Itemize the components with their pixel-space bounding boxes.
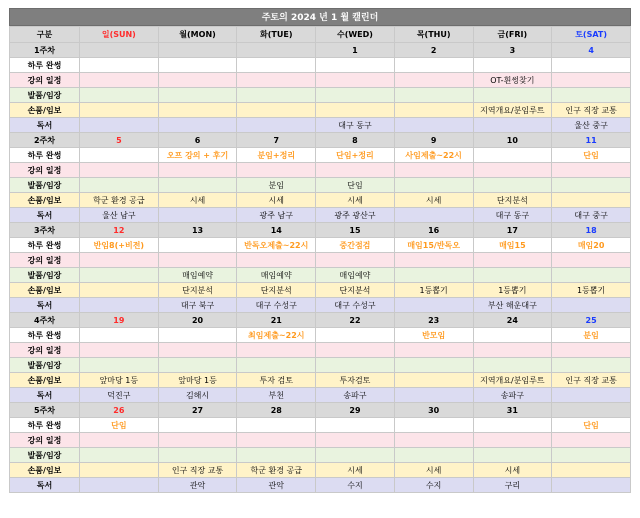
task-cell: 매임예약 — [158, 268, 237, 283]
calendar-table — [9, 26, 631, 493]
task-cell: 구리 — [473, 478, 552, 493]
task-row — [10, 268, 631, 283]
task-cell: 시세 — [473, 463, 552, 478]
task-row — [10, 193, 631, 208]
task-cell: 투자검토 — [316, 373, 395, 388]
week-row — [10, 403, 631, 418]
task-row — [10, 178, 631, 193]
row-label: 손품/임보 — [10, 283, 80, 298]
task-cell — [80, 283, 159, 298]
task-row — [10, 343, 631, 358]
task-cell — [394, 253, 473, 268]
task-cell — [158, 178, 237, 193]
date-number: 28 — [237, 403, 316, 418]
task-cell — [316, 433, 395, 448]
task-cell — [237, 88, 316, 103]
row-label: 손품/임보 — [10, 373, 80, 388]
task-cell — [552, 448, 631, 463]
task-cell: 매임15 — [473, 238, 552, 253]
date-number: 6 — [158, 133, 237, 148]
task-cell — [552, 478, 631, 493]
task-cell — [473, 448, 552, 463]
task-cell — [552, 358, 631, 373]
task-cell — [80, 178, 159, 193]
row-label: 발품/임장 — [10, 178, 80, 193]
task-cell — [158, 208, 237, 223]
task-cell: 1등뽑기 — [552, 283, 631, 298]
task-cell: 매임예약 — [237, 268, 316, 283]
task-cell — [394, 448, 473, 463]
task-cell: 단지분석 — [237, 283, 316, 298]
task-cell — [394, 433, 473, 448]
task-cell — [394, 373, 473, 388]
task-cell — [473, 178, 552, 193]
task-cell — [80, 448, 159, 463]
task-cell — [552, 178, 631, 193]
task-row — [10, 373, 631, 388]
week-label: 1주차 — [10, 43, 80, 58]
row-label: 하루 완썽 — [10, 328, 80, 343]
task-cell — [473, 148, 552, 163]
task-cell — [237, 73, 316, 88]
task-cell — [552, 433, 631, 448]
row-label: 하루 완썽 — [10, 58, 80, 73]
task-cell: 인구 직장 교통 — [552, 373, 631, 388]
task-cell — [316, 103, 395, 118]
task-row — [10, 88, 631, 103]
date-number: 9 — [394, 133, 473, 148]
row-label: 강의 일정 — [10, 253, 80, 268]
task-cell — [80, 73, 159, 88]
task-cell — [158, 118, 237, 133]
task-cell — [394, 103, 473, 118]
task-cell — [237, 163, 316, 178]
task-cell — [158, 163, 237, 178]
task-cell: 대구 동구 — [473, 208, 552, 223]
calendar-title: 주토의 2024 년 1 월 캘린더 — [9, 8, 631, 26]
row-label: 하루 완썽 — [10, 148, 80, 163]
task-cell — [158, 103, 237, 118]
task-cell — [473, 58, 552, 73]
header-friday: 금(FRI) — [473, 27, 552, 43]
task-cell: 울산 중구 — [552, 118, 631, 133]
task-row — [10, 253, 631, 268]
task-cell: 인구 직장 교통 — [552, 103, 631, 118]
task-row — [10, 103, 631, 118]
task-row — [10, 118, 631, 133]
task-cell — [237, 418, 316, 433]
task-cell: 단지분석 — [158, 283, 237, 298]
task-cell: 시세 — [158, 193, 237, 208]
task-cell — [158, 58, 237, 73]
row-label: 손품/임보 — [10, 193, 80, 208]
task-cell — [158, 418, 237, 433]
task-cell: 단임+정리 — [316, 148, 395, 163]
header-monday: 월(MON) — [158, 27, 237, 43]
week-label: 2주차 — [10, 133, 80, 148]
task-cell: 울산 남구 — [80, 208, 159, 223]
task-cell: 최임제출~22시 — [237, 328, 316, 343]
task-cell — [316, 163, 395, 178]
task-cell — [394, 343, 473, 358]
task-cell: 대구 수성구 — [316, 298, 395, 313]
task-row — [10, 433, 631, 448]
date-number: 23 — [394, 313, 473, 328]
task-cell — [80, 433, 159, 448]
task-cell — [394, 298, 473, 313]
date-number: 10 — [473, 133, 552, 148]
task-cell — [158, 433, 237, 448]
task-cell: 매임15/반독오 — [394, 238, 473, 253]
task-cell — [552, 193, 631, 208]
row-label: 독서 — [10, 118, 80, 133]
task-cell — [80, 88, 159, 103]
task-cell: 분임 — [552, 328, 631, 343]
task-cell — [394, 268, 473, 283]
week-row — [10, 223, 631, 238]
date-number: 15 — [316, 223, 395, 238]
date-number: 16 — [394, 223, 473, 238]
task-cell — [552, 463, 631, 478]
task-row — [10, 328, 631, 343]
row-label: 발품/임장 — [10, 88, 80, 103]
row-label: 독서 — [10, 298, 80, 313]
task-cell: 분임 — [237, 178, 316, 193]
task-cell — [80, 328, 159, 343]
task-cell: 시세 — [316, 463, 395, 478]
date-number: 12 — [80, 223, 159, 238]
date-number: 27 — [158, 403, 237, 418]
date-number: 5 — [80, 133, 159, 148]
task-cell — [394, 358, 473, 373]
date-number: 14 — [237, 223, 316, 238]
date-number: 20 — [158, 313, 237, 328]
task-row — [10, 208, 631, 223]
header-category: 구분 — [10, 27, 80, 43]
task-cell — [158, 343, 237, 358]
task-cell — [80, 268, 159, 283]
row-label: 강의 일정 — [10, 433, 80, 448]
task-cell: 관악 — [158, 478, 237, 493]
task-cell — [552, 73, 631, 88]
task-cell — [237, 118, 316, 133]
week-label: 4주차 — [10, 313, 80, 328]
task-cell: 투자 검토 — [237, 373, 316, 388]
row-label: 발품/임장 — [10, 358, 80, 373]
task-cell — [394, 73, 473, 88]
task-cell: 시세 — [394, 463, 473, 478]
task-cell: 중간점검 — [316, 238, 395, 253]
header-saturday: 토(SAT) — [552, 27, 631, 43]
task-cell — [80, 58, 159, 73]
task-cell — [394, 88, 473, 103]
row-label: 강의 일정 — [10, 163, 80, 178]
task-cell — [158, 328, 237, 343]
task-cell — [552, 268, 631, 283]
row-label: 독서 — [10, 388, 80, 403]
task-cell: 앞마당 1등 — [158, 373, 237, 388]
date-number: 31 — [473, 403, 552, 418]
task-cell — [158, 238, 237, 253]
row-label: 하루 완썽 — [10, 238, 80, 253]
task-cell — [394, 58, 473, 73]
date-number: 29 — [316, 403, 395, 418]
task-cell: 학군 환경 공급 — [80, 193, 159, 208]
task-cell — [473, 418, 552, 433]
calendar-body — [10, 27, 631, 493]
task-cell: 대구 중구 — [552, 208, 631, 223]
task-row — [10, 298, 631, 313]
task-row — [10, 448, 631, 463]
task-row — [10, 418, 631, 433]
date-number: 3 — [473, 43, 552, 58]
task-row — [10, 358, 631, 373]
date-number — [237, 43, 316, 58]
task-cell — [158, 88, 237, 103]
task-cell: 단임 — [80, 418, 159, 433]
task-cell: 학군 환경 공급 — [237, 463, 316, 478]
task-cell: 김해시 — [158, 388, 237, 403]
date-number: 30 — [394, 403, 473, 418]
task-cell — [394, 178, 473, 193]
week-label: 5주차 — [10, 403, 80, 418]
date-number: 22 — [316, 313, 395, 328]
row-label: 독서 — [10, 478, 80, 493]
row-label: 손품/임보 — [10, 463, 80, 478]
task-cell — [237, 58, 316, 73]
task-cell — [473, 433, 552, 448]
date-number: 26 — [80, 403, 159, 418]
task-cell — [80, 163, 159, 178]
row-label: 독서 — [10, 208, 80, 223]
task-cell: 1등뽑기 — [394, 283, 473, 298]
header-row — [10, 27, 631, 43]
task-cell — [237, 343, 316, 358]
task-cell — [158, 448, 237, 463]
row-label: 발품/임장 — [10, 268, 80, 283]
task-cell: 송파구 — [473, 388, 552, 403]
task-cell: 단지분석 — [473, 193, 552, 208]
task-row — [10, 463, 631, 478]
task-cell — [316, 358, 395, 373]
task-cell: 대구 동구 — [316, 118, 395, 133]
task-cell: 부산 해운대구 — [473, 298, 552, 313]
date-number: 18 — [552, 223, 631, 238]
header-thursday: 목(THU) — [394, 27, 473, 43]
task-cell — [473, 268, 552, 283]
row-label: 손품/임보 — [10, 103, 80, 118]
task-cell: 시세 — [237, 193, 316, 208]
task-cell: 광주 광산구 — [316, 208, 395, 223]
task-cell — [552, 388, 631, 403]
task-cell — [552, 58, 631, 73]
task-cell: 오프 강의 + 후기 — [158, 148, 237, 163]
task-cell: 수지 — [316, 478, 395, 493]
task-cell: 사임제출~22시 — [394, 148, 473, 163]
task-cell — [316, 73, 395, 88]
task-cell — [394, 208, 473, 223]
task-cell — [473, 253, 552, 268]
task-row — [10, 388, 631, 403]
task-cell: OT-흰썽찾기 — [473, 73, 552, 88]
task-cell: 매임예약 — [316, 268, 395, 283]
task-cell: 분임+정리 — [237, 148, 316, 163]
date-number — [80, 43, 159, 58]
task-cell — [552, 163, 631, 178]
task-cell — [80, 358, 159, 373]
task-cell: 시세 — [316, 193, 395, 208]
task-cell — [80, 253, 159, 268]
task-cell: 단임 — [552, 418, 631, 433]
task-cell — [473, 163, 552, 178]
task-cell — [237, 358, 316, 373]
task-cell: 부천 — [237, 388, 316, 403]
row-label: 하루 완썽 — [10, 418, 80, 433]
task-cell — [473, 358, 552, 373]
task-cell — [473, 328, 552, 343]
task-cell — [80, 343, 159, 358]
task-cell: 단임 — [316, 178, 395, 193]
task-cell: 반임8(+비전) — [80, 238, 159, 253]
task-row — [10, 148, 631, 163]
row-label: 발품/임장 — [10, 448, 80, 463]
task-cell — [158, 73, 237, 88]
task-cell: 1등뽑기 — [473, 283, 552, 298]
task-cell — [237, 253, 316, 268]
task-cell: 관악 — [237, 478, 316, 493]
task-cell — [237, 433, 316, 448]
task-cell: 수지 — [394, 478, 473, 493]
task-cell: 단지분석 — [316, 283, 395, 298]
task-cell — [158, 358, 237, 373]
header-tuesday: 화(TUE) — [237, 27, 316, 43]
task-cell — [80, 463, 159, 478]
task-cell: 덕진구 — [80, 388, 159, 403]
task-cell — [158, 253, 237, 268]
date-number: 11 — [552, 133, 631, 148]
date-number: 1 — [316, 43, 395, 58]
task-cell — [473, 118, 552, 133]
date-number: 2 — [394, 43, 473, 58]
task-cell: 인구 직장 교통 — [158, 463, 237, 478]
task-cell: 반독오제출~22시 — [237, 238, 316, 253]
task-cell — [473, 343, 552, 358]
date-number: 7 — [237, 133, 316, 148]
task-cell — [316, 343, 395, 358]
calendar — [9, 8, 631, 493]
task-cell — [80, 478, 159, 493]
task-cell — [316, 448, 395, 463]
task-cell — [80, 103, 159, 118]
date-number — [158, 43, 237, 58]
task-cell — [394, 388, 473, 403]
task-cell — [80, 148, 159, 163]
date-number: 13 — [158, 223, 237, 238]
date-number: 17 — [473, 223, 552, 238]
task-cell: 광주 남구 — [237, 208, 316, 223]
task-cell: 송파구 — [316, 388, 395, 403]
task-row — [10, 73, 631, 88]
week-row — [10, 43, 631, 58]
task-cell — [237, 103, 316, 118]
task-cell — [237, 448, 316, 463]
task-cell: 시세 — [394, 193, 473, 208]
task-cell — [316, 328, 395, 343]
task-cell — [316, 58, 395, 73]
task-cell: 대구 북구 — [158, 298, 237, 313]
date-number — [552, 403, 631, 418]
task-cell — [394, 418, 473, 433]
week-row — [10, 133, 631, 148]
date-number: 25 — [552, 313, 631, 328]
date-number: 19 — [80, 313, 159, 328]
task-cell: 앞마당 1등 — [80, 373, 159, 388]
date-number: 4 — [552, 43, 631, 58]
date-number: 8 — [316, 133, 395, 148]
date-number: 21 — [237, 313, 316, 328]
task-cell — [316, 253, 395, 268]
row-label: 강의 일정 — [10, 73, 80, 88]
task-cell: 반모임 — [394, 328, 473, 343]
task-cell: 단임 — [552, 148, 631, 163]
task-cell — [394, 163, 473, 178]
header-sunday: 일(SUN) — [80, 27, 159, 43]
task-cell — [552, 298, 631, 313]
task-cell — [552, 343, 631, 358]
task-row — [10, 283, 631, 298]
row-label: 강의 일정 — [10, 343, 80, 358]
task-cell: 지역개요/분임루트 — [473, 103, 552, 118]
task-cell: 매임20 — [552, 238, 631, 253]
task-cell — [473, 88, 552, 103]
task-cell — [394, 118, 473, 133]
task-cell — [552, 88, 631, 103]
task-cell — [316, 88, 395, 103]
task-cell: 대구 수성구 — [237, 298, 316, 313]
task-cell — [552, 253, 631, 268]
task-row — [10, 238, 631, 253]
task-cell — [316, 418, 395, 433]
week-label: 3주차 — [10, 223, 80, 238]
task-row — [10, 163, 631, 178]
task-cell — [80, 118, 159, 133]
task-row — [10, 478, 631, 493]
task-cell: 지역개요/분임루트 — [473, 373, 552, 388]
task-cell — [80, 298, 159, 313]
week-row — [10, 313, 631, 328]
header-wednesday: 수(WED) — [316, 27, 395, 43]
task-row — [10, 58, 631, 73]
date-number: 24 — [473, 313, 552, 328]
